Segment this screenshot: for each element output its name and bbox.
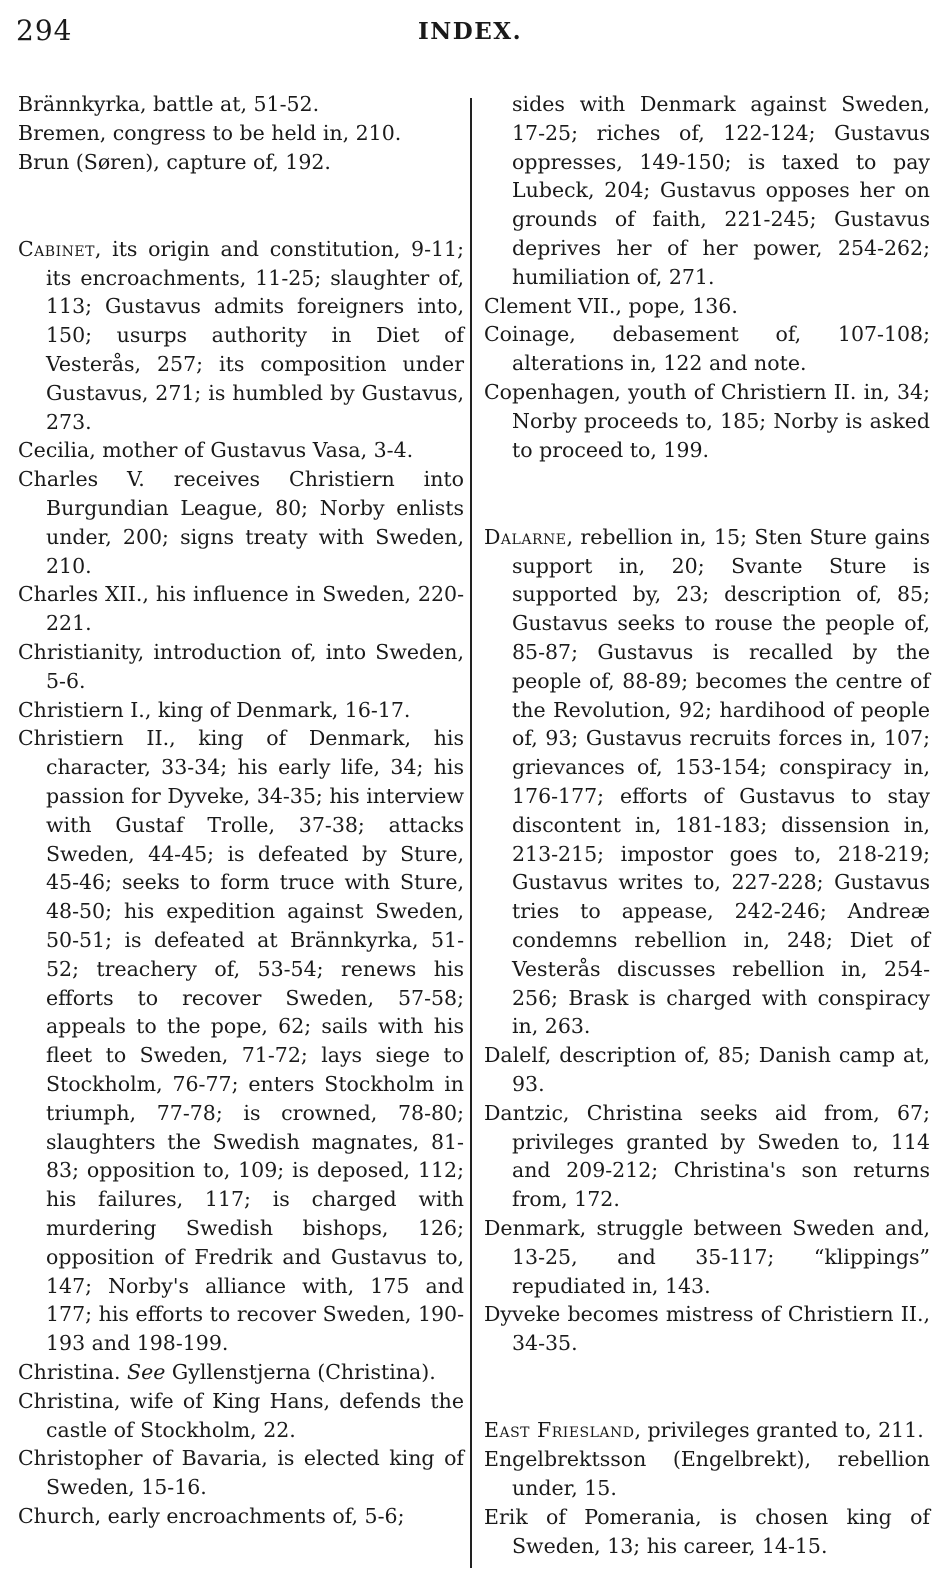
index-entry-cecilia: Cecilia, mother of Gustavus Vasa, 3-4. [18,438,414,463]
letter-gap [484,464,930,523]
index-entry-charles-v: Charles V. receives Christiern into Burgundian League, 80; Norby enlists under, 200; signs treaty with Sweden, 210. [18,467,464,578]
column-divider [470,98,472,1568]
see-reference: See [127,1359,166,1384]
index-entry-brun: Brun (Søren), capture of, 192. [18,149,331,174]
index-entry-clement: Clement VII., pope, 136. [484,293,738,318]
index-entry-brannkyrka: Brännkyrka, battle at, 51-52. [18,92,320,116]
entry-body-cabinet: , its origin and constitution, 9-11; its encroachments, 11-25; slaughter of, 113; Gustavus admits foreigners into, 150; usurps authority in Diet of Vesterås, 257; its composition under Gustavus, 271; is humbled by Gustavus, 273. [46,236,464,434]
index-entry-church-continued: sides with Denmark against Sweden, 17-25; riches of, 122-124; Gustavus oppresses, 149-150; is taxed to pay Lubeck, 204; Gustavus opposes her on grounds of faith, 221-245; Gustavus deprives her of her power, 254-262; humiliation of, 271. [512,92,930,289]
entry-christina-name: Christina. [18,1359,128,1384]
index-entry-copenhagen: Copenhagen, youth of Christiern II. in, 34; Norby proceeds to, 185; Norby is asked to proceed to, 199. [484,379,930,462]
index-entry-dyveke: Dyveke becomes mistress of Christiern II., 34-35. [484,1302,930,1356]
index-entry-charles-xii: Charles XII., his influence in Sweden, 220-221. [18,582,464,636]
entry-body-dalarne: , rebellion in, 15; Sten Sture gains support in, 20; Svante Sture is supported by, 23; description of, 85; Gustavus seeks to rouse the people of, 85-87; Gustavus is recalled by the people of, 88-89; becomes the centre of the Revolution, 92; hardihood of people of, 93; Gustavus recruits forces in, 107; grievances of, 153-154; conspiracy in, 176-177; efforts of Gustavus to stay discontent in, 181-183; dissension in, 213-215; impostor goes to, 218-219; Gustavus writes to, 227-228; Gustavus tries to appease, 242-246; Andreæ condemns rebellion in, 248; Diet of Vesterås discusses rebellion in, 254-256; Brask is charged with conspiracy in, 263. [512,524,930,1039]
index-entry-christiern-ii: Christiern II., king of Denmark, his character, 33-34; his early life, 34; his passion for Dyveke, 34-35; his interview with Gustaf Trolle, 37-38; attacks Sweden, 44-45; is defeated by Sture, 45-46; seeks to form truce with Sture, 48-50; his expedition against Sweden, 50-51; is defeated at Brännkyrka, 51-52; treachery of, 53-54; renews his efforts to recover Sweden, 57-58; appeals to the pope, 62; sails with his fleet to Sweden, 71-72; lays siege to Stockholm, 76-77; enters Stockholm in triumph, 77-78; is crowned, 78-80; slaughters the Swedish magnates, 81-83; opposition to, 109; is deposed, 112; his failures, 117; is charged with murdering Swedish bishops, 126; opposition of Fredrik and Gustavus to, 147; Norby's alliance with, 175 and 177; his efforts to recover Sweden, 190-193 and 198-199. [18,726,464,1356]
index-entry-dantzic: Dantzic, Christina seeks aid from, 67; privileges granted by Sweden to, 114 and 209-212; Christina's son returns from, 172. [484,1100,930,1212]
letter-gap [18,176,464,235]
right-column [484,90,930,1560]
running-head: INDEX. [418,18,523,45]
index-entry-east-friesland [484,1416,930,1445]
index-entry-dalarne [484,523,930,1041]
index-entry-christiern-i: Christiern I., king of Denmark, 16-17. [18,697,411,722]
index-entry-dalelf: Dalelf, description of, 85; Danish camp at, 93. [484,1043,930,1096]
index-entry-engelbrektsson: Engelbrektsson (Engelbrekt), rebellion under, 15. [484,1447,930,1501]
left-column [18,90,464,1531]
index-entry-erik: Erik of Pomerania, is chosen king of Sweden, 13; his career, 14-15. [484,1504,930,1558]
page-header [0,14,950,54]
entry-head-dalarne: Dalarne [484,524,567,549]
entry-head-cabinet: Cabinet [18,236,95,261]
index-entry-christina-wife: Christina, wife of King Hans, defends the castle of Stockholm, 22. [18,1388,464,1442]
entry-head-east-friesland: East Friesland [484,1418,635,1443]
entry-body-east-friesland: , privileges granted to, 211. [634,1418,924,1443]
index-entry-cabinet [18,235,464,437]
index-entry-coinage: Coinage, debasement of, 107-108; alterations in, 122 and note. [484,322,930,376]
index-entry-christopher: Christopher of Bavaria, is elected king of Sweden, 15-16. [18,1446,464,1500]
letter-gap [484,1358,930,1417]
index-entry-christianity: Christianity, introduction of, into Sweden, 5-6. [18,640,464,693]
index-entry-christina-see [18,1358,464,1387]
page-number: 294 [16,14,73,47]
entry-christina-target: Gyllenstjerna (Christina). [165,1359,436,1384]
index-entry-church: Church, early encroachments of, 5-6; [18,1503,405,1528]
index-entry-bremen: Bremen, congress to be held in, 210. [18,120,402,145]
index-entry-denmark: Denmark, struggle between Sweden and, 13-25, and 35-117; “klippings” repudiated in, 143. [484,1215,930,1298]
